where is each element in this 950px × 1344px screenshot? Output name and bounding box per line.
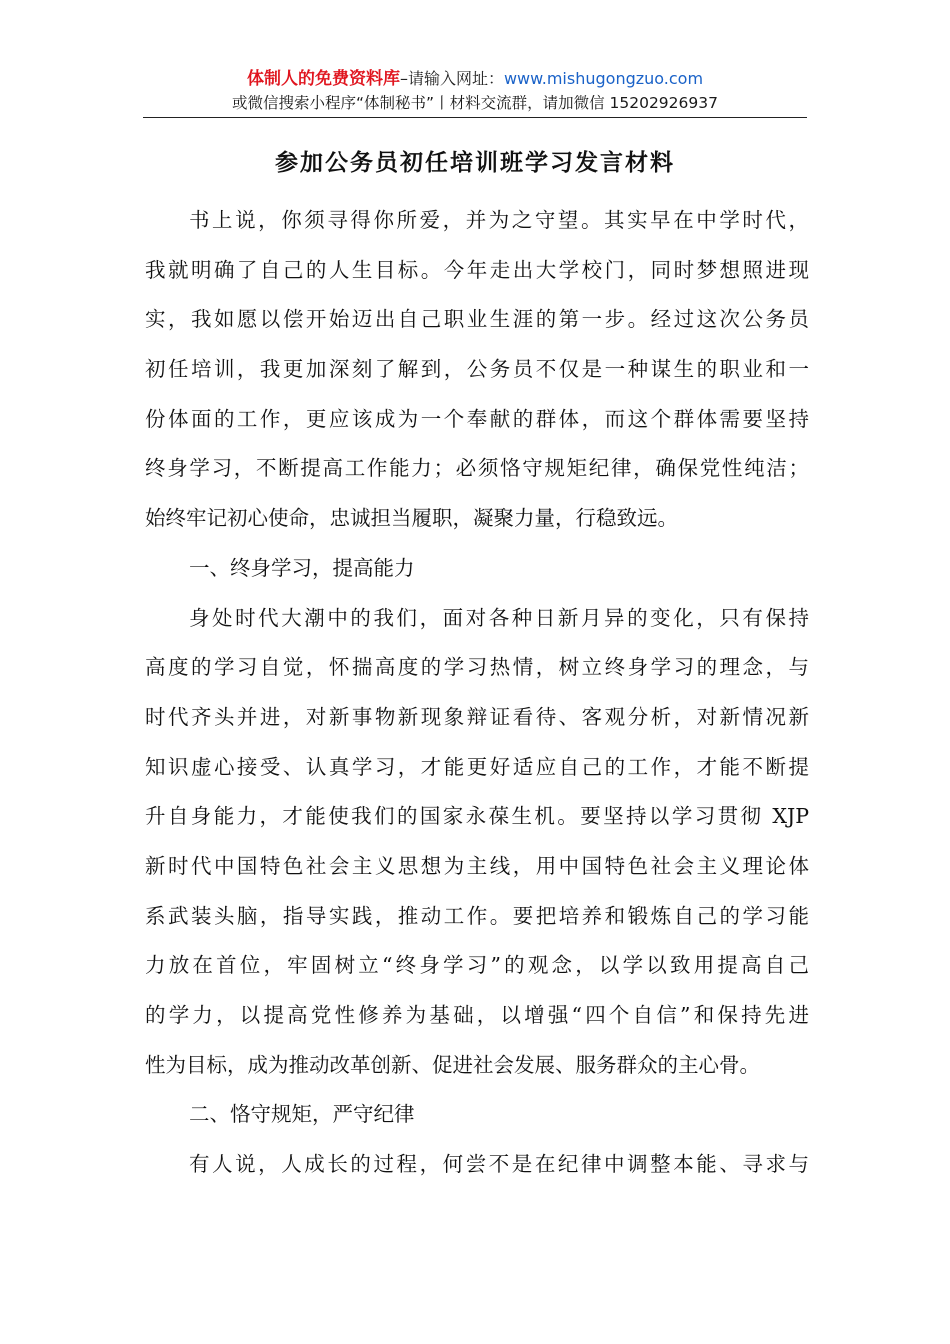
body-line: 始终牢记初心使命，忠诚担当履职，凝聚力量，行稳致远。 (145, 506, 678, 531)
header-url-prompt: –请输入网址： (399, 69, 504, 88)
document-body (145, 196, 809, 1190)
body-line: 知识虚心接受、认真学习，才能更好适应自己的工作，才能不断提 (145, 754, 809, 779)
body-line: 性为目标，成为推动改革创新、促进社会发展、服务群众的主心骨。 (145, 1052, 760, 1077)
body-line: 高度的学习自觉，怀揣高度的学习热情，树立终身学习的理念，与 (145, 655, 809, 680)
page-header (143, 66, 807, 114)
header-contact-line: 或微信搜索小程序“体制秘书”丨材料交流群，请加微信 15202926937 (232, 94, 718, 112)
body-line: 升自身能力，才能使我们的国家永葆生机。要坚持以学习贯彻 XJP (145, 804, 809, 829)
body-line: 实，我如愿以偿开始迈出自己职业生涯的第一步。经过这次公务员 (145, 307, 809, 332)
header-url-link[interactable]: www.mishugongzuo.com (503, 69, 704, 88)
body-line: 力放在首位，牢固树立“终身学习”的观念，以学以致用提高自己 (145, 953, 809, 978)
header-brand: 体制人的免费资料库 (246, 69, 400, 89)
body-line: 有人说，人成长的过程，何尝不是在纪律中调整本能、寻求与 (189, 1152, 809, 1177)
document-title: 参加公务员初任培训班学习发言材料 (275, 149, 675, 176)
header-promo-line (143, 66, 807, 92)
body-line: 书上说，你须寻得你所爱，并为之守望。其实早在中学时代， (189, 208, 809, 232)
body-line: 身处时代大潮中的我们，面对各种日新月异的变化，只有保持 (189, 605, 809, 630)
body-line: 份体面的工作，更应该成为一个奉献的群体，而这个群体需要坚持 (145, 406, 809, 431)
body-line: 我就明确了自己的人生目标。今年走出大学校门，同时梦想照进现 (145, 257, 809, 282)
body-line: 终身学习，不断提高工作能力；必须恪守规矩纪律，确保党性纯洁； (145, 456, 809, 481)
body-line: 新时代中国特色社会主义思想为主线，用中国特色社会主义理论体 (145, 853, 809, 878)
body-line: 系武装头脑，指导实践，推动工作。要把培养和锻炼自己的学习能 (145, 903, 809, 928)
header-divider (143, 117, 807, 118)
section-heading: 二、恪守规矩，严守纪律 (189, 1102, 415, 1127)
section-heading: 一、终身学习，提高能力 (189, 555, 415, 580)
body-line: 时代齐头并进，对新事物新现象辩证看待、客观分析，对新情况新 (145, 704, 809, 729)
body-line: 初任培训，我更加深刻了解到，公务员不仅是一种谋生的职业和一 (145, 357, 809, 382)
body-line: 的学力，以提高党性修养为基础，以增强“四个自信”和保持先进 (145, 1003, 809, 1027)
